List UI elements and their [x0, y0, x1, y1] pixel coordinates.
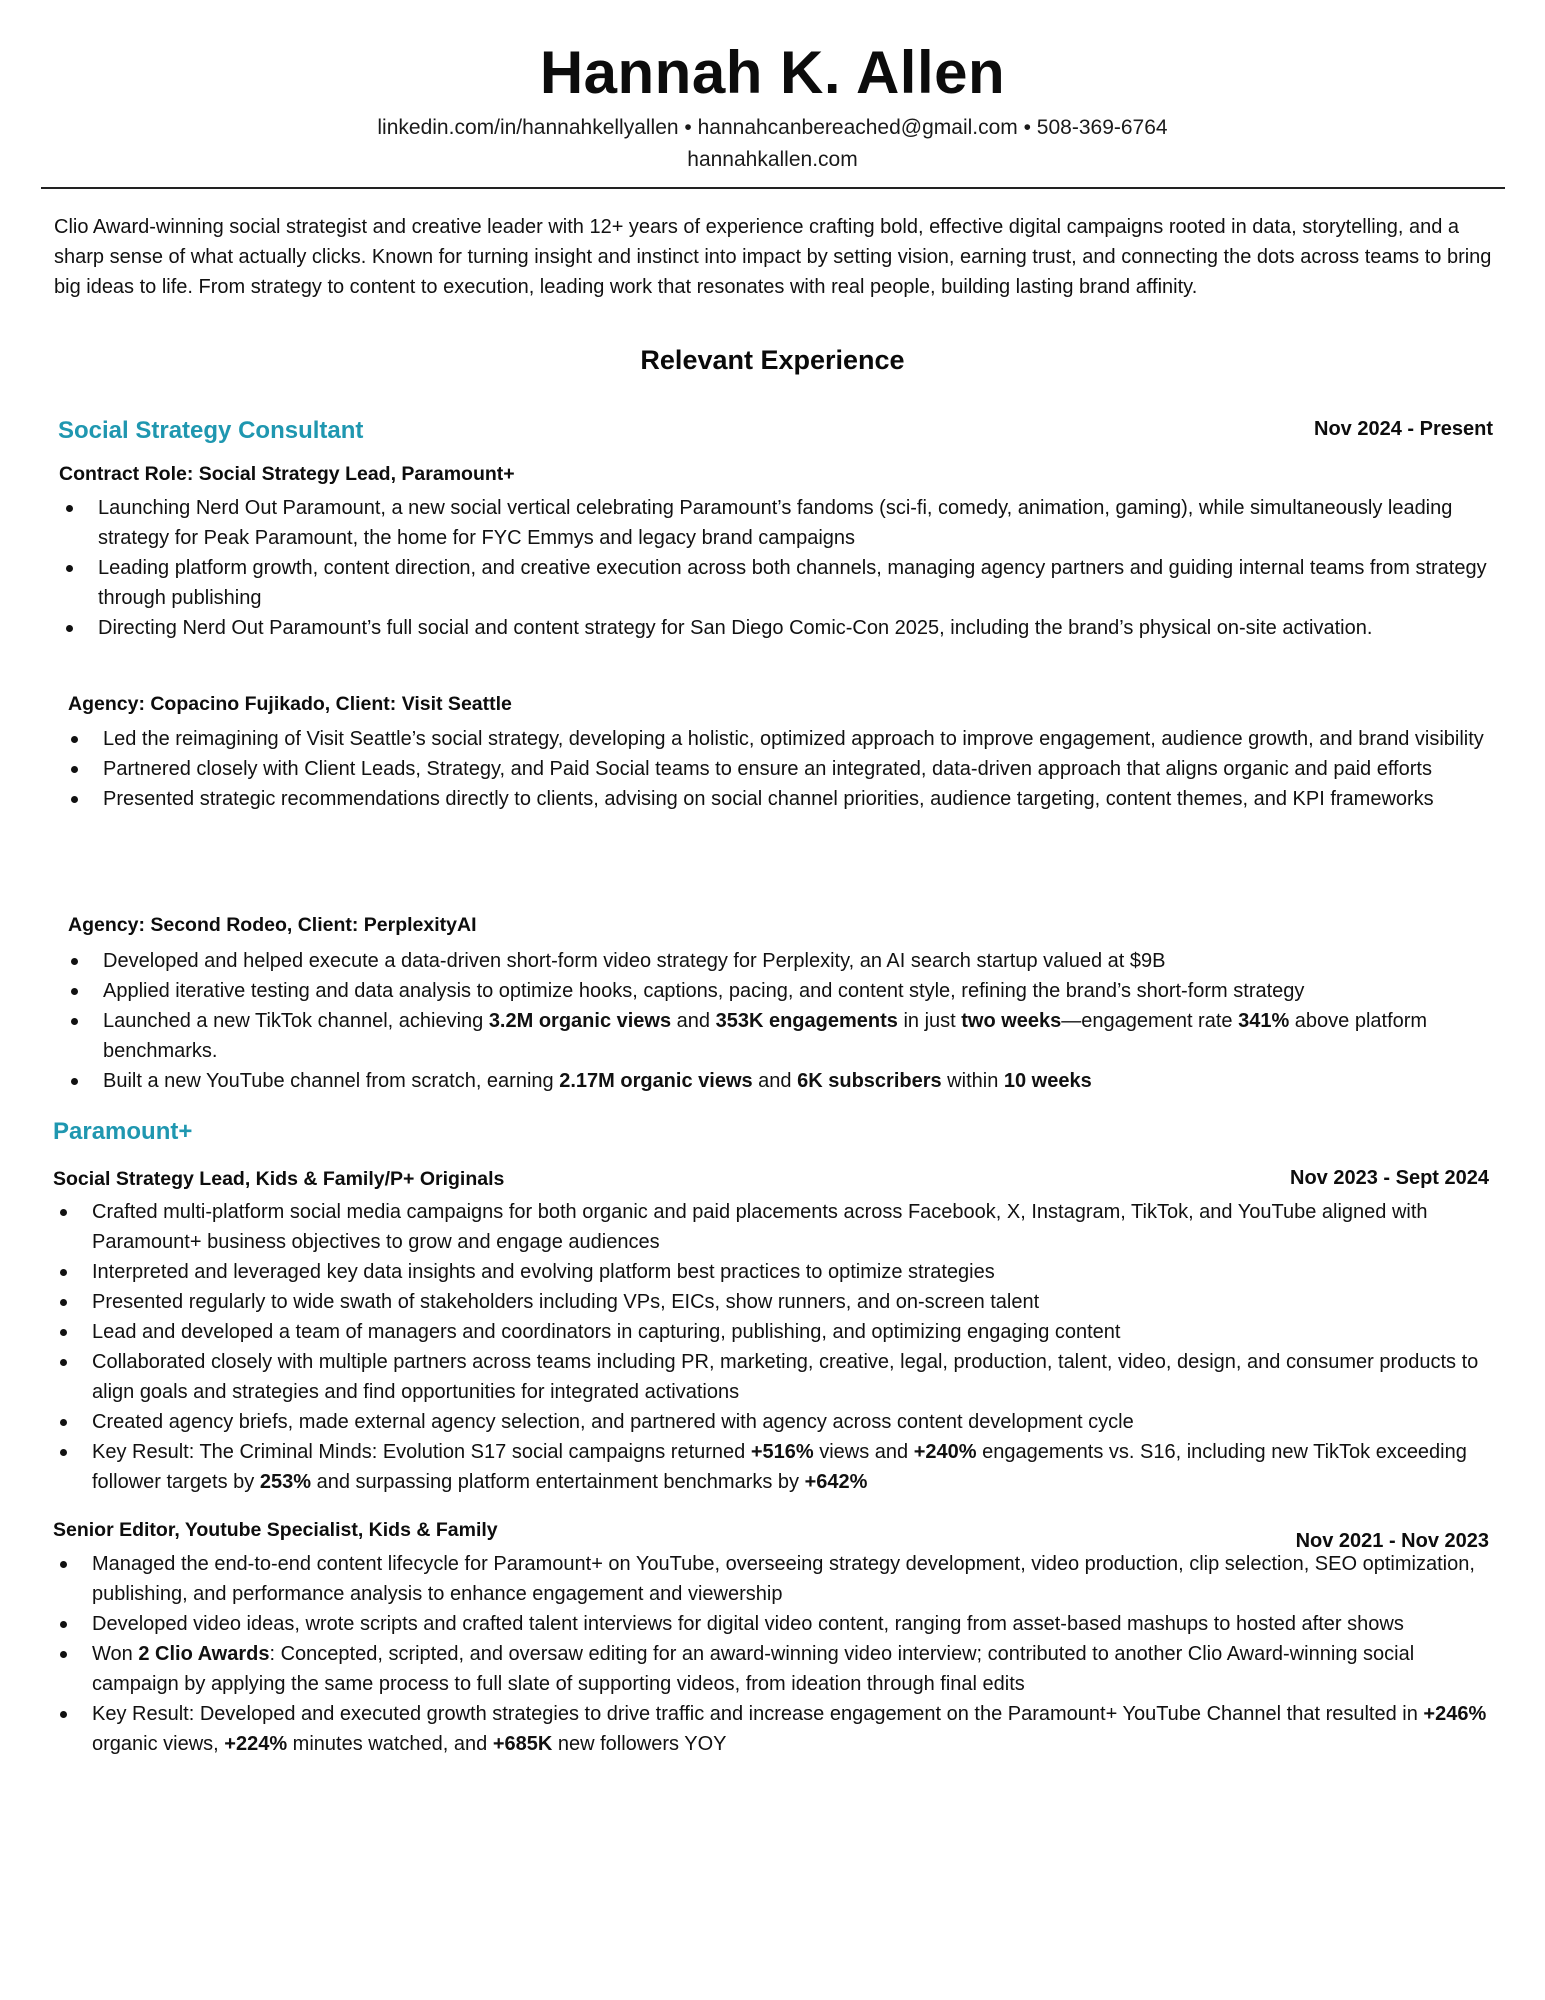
- bullet-list-second-rodeo: [65, 946, 1495, 1096]
- list-item: Led the reimagining of Visit Seattle’s social strategy, developing a holistic, optimized approach to improve engagement, audience growth, and brand visibility: [65, 724, 1495, 754]
- role-heading-second-rodeo: Agency: Second Rodeo, Client: PerplexityAI: [68, 914, 477, 936]
- list-item: Key Result: Developed and executed growth strategies to drive traffic and increase engagement on the Paramount+ YouTube Channel that resulted in +246% organic views, +224% minutes watched, and +685K new followers YOY: [54, 1699, 1494, 1759]
- candidate-name: Hannah K. Allen: [539, 39, 1006, 106]
- role-heading-social-strategy-lead: Social Strategy Lead, Kids & Family/P+ Originals: [53, 1168, 505, 1190]
- bullet-list-copacino: [65, 724, 1495, 814]
- list-item: Created agency briefs, made external agency selection, and partnered with agency across content development cycle: [54, 1407, 1494, 1437]
- header-divider: [41, 187, 1505, 189]
- list-item: Lead and developed a team of managers and coordinators in capturing, publishing, and optimizing engaging content: [54, 1317, 1494, 1347]
- contact-line: linkedin.com/in/hannahkellyallen • hannahcanbereached@gmail.com • 508-369-6764: [377, 116, 1168, 139]
- list-item: Developed and helped execute a data-driven short-form video strategy for Perplexity, an AI search startup valued at $9B: [65, 946, 1495, 976]
- list-item: Launched a new TikTok channel, achieving 3.2M organic views and 353K engagements in just two weeks—engagement rate 341% above platform benchmarks.: [65, 1006, 1495, 1066]
- list-item: Built a new YouTube channel from scratch, earning 2.17M organic views and 6K subscribers within 10 weeks: [65, 1066, 1495, 1096]
- list-item: Directing Nerd Out Paramount’s full social and content strategy for San Diego Comic-Con 2025, including the brand’s physical on-site activation.: [60, 613, 1490, 643]
- role-date-social-strategy-lead: Nov 2023 - Sept 2024: [1290, 1167, 1489, 1189]
- section-title: Relevant Experience: [640, 345, 905, 375]
- bullet-list-contract: [60, 493, 1490, 643]
- list-item: Won 2 Clio Awards: Concepted, scripted, and oversaw editing for an award-winning video interview; contributed to another Clio Award-winning social campaign by applying the same process to full slate of supporting videos, from ideation through final edits: [54, 1639, 1494, 1699]
- job-title-consultant: Social Strategy Consultant: [58, 417, 364, 444]
- bullet-list-social-strategy-lead: [54, 1197, 1494, 1497]
- list-item: Launching Nerd Out Paramount, a new social vertical celebrating Paramount’s fandoms (sci-fi, comedy, animation, gaming), while simultaneously leading strategy for Peak Paramount, the home for FYC Emmys and legacy brand campaigns: [60, 493, 1490, 553]
- list-item: Partnered closely with Client Leads, Strategy, and Paid Social teams to ensure an integrated, data-driven approach that aligns organic and paid efforts: [65, 754, 1495, 784]
- list-item: Presented strategic recommendations directly to clients, advising on social channel priorities, audience targeting, content themes, and KPI frameworks: [65, 784, 1495, 814]
- list-item: Key Result: The Criminal Minds: Evolution S17 social campaigns returned +516% views and +240% engagements vs. S16, including new TikTok exceeding follower targets by 253% and surpassing platform entertainment benchmarks by +642%: [54, 1437, 1494, 1497]
- role-heading-contract: Contract Role: Social Strategy Lead, Paramount+: [59, 463, 515, 485]
- list-item: Collaborated closely with multiple partners across teams including PR, marketing, creative, legal, production, talent, video, design, and consumer products to align goals and strategies and find opportunities for integrated activations: [54, 1347, 1494, 1407]
- role-date-senior-editor: Nov 2021 - Nov 2023: [1295, 1530, 1489, 1552]
- role-heading-senior-editor: Senior Editor, Youtube Specialist, Kids & Family: [53, 1519, 498, 1541]
- website-line: hannahkallen.com: [687, 148, 858, 171]
- job-date-consultant: Nov 2024 - Present: [1314, 418, 1493, 440]
- job-title-paramount: Paramount+: [53, 1118, 193, 1145]
- list-item: Interpreted and leveraged key data insights and evolving platform best practices to optimize strategies: [54, 1257, 1494, 1287]
- list-item: Applied iterative testing and data analysis to optimize hooks, captions, pacing, and content style, refining the brand’s short-form strategy: [65, 976, 1495, 1006]
- list-item: Crafted multi-platform social media campaigns for both organic and paid placements across Facebook, X, Instagram, TikTok, and YouTube aligned with Paramount+ business objectives to grow and engage audiences: [54, 1197, 1494, 1257]
- list-item: Managed the end-to-end content lifecycle for Paramount+ on YouTube, overseeing strategy development, video production, clip selection, SEO optimization, publishing, and performance analysis to enhance engagement and viewership: [54, 1549, 1494, 1609]
- list-item: Presented regularly to wide swath of stakeholders including VPs, EICs, show runners, and on-screen talent: [54, 1287, 1494, 1317]
- list-item: Developed video ideas, wrote scripts and crafted talent interviews for digital video content, ranging from asset-based mashups to hosted after shows: [54, 1609, 1494, 1639]
- list-item: Leading platform growth, content direction, and creative execution across both channels, managing agency partners and guiding internal teams from strategy through publishing: [60, 553, 1490, 613]
- bullet-list-senior-editor: [54, 1549, 1494, 1759]
- role-heading-copacino: Agency: Copacino Fujikado, Client: Visit Seattle: [68, 693, 512, 715]
- summary-paragraph: Clio Award-winning social strategist and creative leader with 12+ years of experience crafting bold, effective digital campaigns rooted in data, storytelling, and a sharp sense of what actually clicks. Known for turning insight and instinct into impact by setting vision, earning trust, and connecting the dots across teams to bring big ideas to life. From strategy to content to execution, leading work that resonates with real people, building lasting brand affinity.: [54, 216, 1492, 298]
